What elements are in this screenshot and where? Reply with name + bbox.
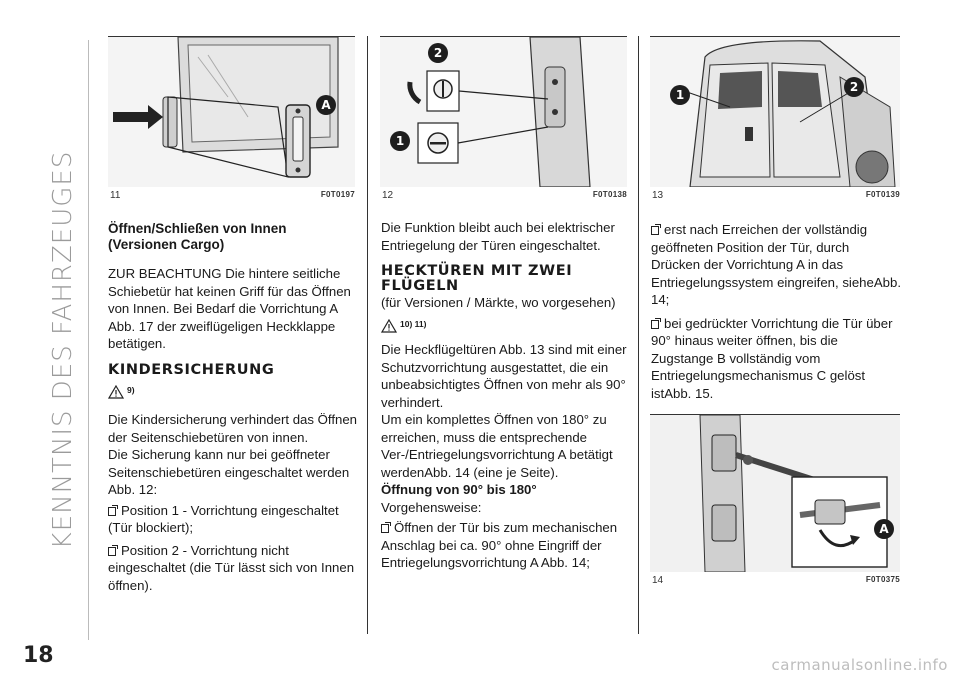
bullet-text: Position 1 - Vorrichtung eingeschaltet (Tür blockiert); xyxy=(108,502,339,535)
warning-icon xyxy=(108,385,124,399)
warning-icon xyxy=(381,319,397,333)
figure-12-caption xyxy=(382,190,627,201)
bullet-item xyxy=(108,542,358,595)
warning-reference xyxy=(108,382,358,400)
figure-code: F0T0139 xyxy=(865,190,900,199)
paragraph: Die Heckflügeltüren Abb. 13 sind mit einer Schutzvorrichtung ausgestattet, die ein unbeabsichtigtes Öffnen von mehr als 90° verhindert. xyxy=(381,342,627,410)
figure-11-image xyxy=(108,36,355,187)
figure-13-caption xyxy=(652,190,900,201)
figure-code: F0T0138 xyxy=(592,190,627,199)
page-number: 18 xyxy=(23,643,54,668)
watermark-footer: carmanualsonline.info xyxy=(771,656,948,674)
subheading: Öffnen/Schließen von Innen (Versionen Cargo) xyxy=(108,221,287,252)
figure-code: F0T0197 xyxy=(320,190,355,199)
side-rule xyxy=(88,40,89,640)
rear-doors-illustration xyxy=(650,37,900,187)
bullet-item xyxy=(381,519,631,572)
paragraph: ZUR BEACHTUNG Die hintere seitliche Schiebetür hat keinen Griff für das Öffnen von Innen. Bei Bedarf die Vorrichtung A Abb. 17 der zweiflügeligen Heckklappe betätigen. xyxy=(108,266,351,351)
checkbox-bullet-icon xyxy=(108,547,116,556)
column-divider xyxy=(367,36,368,634)
figure-number: 13 xyxy=(652,190,664,201)
figure-12-image xyxy=(380,36,627,187)
callout-marker-a: A xyxy=(874,519,894,539)
figure-14-caption xyxy=(652,575,900,586)
text-column-3 xyxy=(651,221,901,402)
checkbox-bullet-icon xyxy=(651,226,659,235)
child-lock-illustration xyxy=(380,37,627,187)
checkbox-bullet-icon xyxy=(381,524,389,533)
bullet-text: erst nach Erreichen der vollständig geöffneten Position der Tür, durch Drücken der Vorrichtung A in das Entriegelungssystem eingreifen, sieheAbb. 14; xyxy=(651,222,901,307)
figure-13-image xyxy=(650,36,900,187)
text-column-2 xyxy=(381,219,631,572)
section-heading: KINDERSICHERUNG xyxy=(108,361,275,378)
bullet-item xyxy=(108,502,358,537)
bullet-text: Position 2 - Vorrichtung nicht eingeschaltet (die Tür lässt sich von Innen öffnen). xyxy=(108,542,355,593)
door-stop-illustration xyxy=(650,415,900,572)
bullet-item xyxy=(651,221,901,309)
checkbox-bullet-icon xyxy=(651,320,659,329)
callout-marker-2: 2 xyxy=(844,77,864,97)
bullet-text: bei gedrückter Vorrichtung die Tür über 90° hinaus weiter öffnen, bis die Zugstange B vollständig vom Entriegelungsmechanismus C gelöst istAbb. 15. xyxy=(651,315,893,401)
warning-ref-text: 10) 11) xyxy=(400,318,427,329)
callout-marker-a: A xyxy=(316,95,336,115)
section-heading: HECKTÜREN MIT ZWEI FLÜGELN xyxy=(381,263,573,294)
figure-number: 12 xyxy=(382,190,394,201)
bullet-text: Öffnen der Tür bis zum mechanischen Anschlag bei ca. 90° ohne Eingriff der Entriegelungsvorrichtung A Abb. 14; xyxy=(381,520,618,570)
paragraph: Die Funktion bleibt auch bei elektrischer Entriegelung der Türen eingeschaltet. xyxy=(381,220,615,253)
column-divider xyxy=(638,36,639,634)
text-column-1 xyxy=(108,221,358,594)
callout-marker-2: 2 xyxy=(428,43,448,63)
checkbox-bullet-icon xyxy=(108,507,116,516)
figure-number: 11 xyxy=(110,190,121,201)
paragraph: Die Sicherung kann nur bei geöffneter Seitenschiebetüren eingeschaltet werden Abb. 12: xyxy=(108,447,350,497)
bold-subheading: Öffnung von 90° bis 180° xyxy=(381,482,537,497)
bullet-item xyxy=(651,315,901,403)
figure-11-caption xyxy=(110,190,355,201)
figure-code: F0T0375 xyxy=(865,575,900,584)
callout-marker-1: 1 xyxy=(670,85,690,105)
paragraph: Vorgehensweise: xyxy=(381,499,482,515)
figure-number: 14 xyxy=(652,575,664,586)
figure-14-image xyxy=(650,414,900,572)
subtitle: (für Versionen / Märkte, wo vorgesehen) xyxy=(381,295,616,310)
warning-ref-text: 9) xyxy=(127,384,135,395)
callout-marker-1: 1 xyxy=(390,131,410,151)
chapter-side-title: KENNTNIS DES FAHRZEUGES xyxy=(48,150,78,550)
paragraph: Die Kindersicherung verhindert das Öffnen der Seitenschiebetüren von innen. xyxy=(108,412,357,445)
warning-reference xyxy=(381,316,631,334)
paragraph: Um ein komplettes Öffnen von 180° zu erreichen, muss die entsprechende Ver-/Entriegelungsvorrichtung A betätigt werdenAbb. 14 (eine je Seite). xyxy=(381,412,613,480)
